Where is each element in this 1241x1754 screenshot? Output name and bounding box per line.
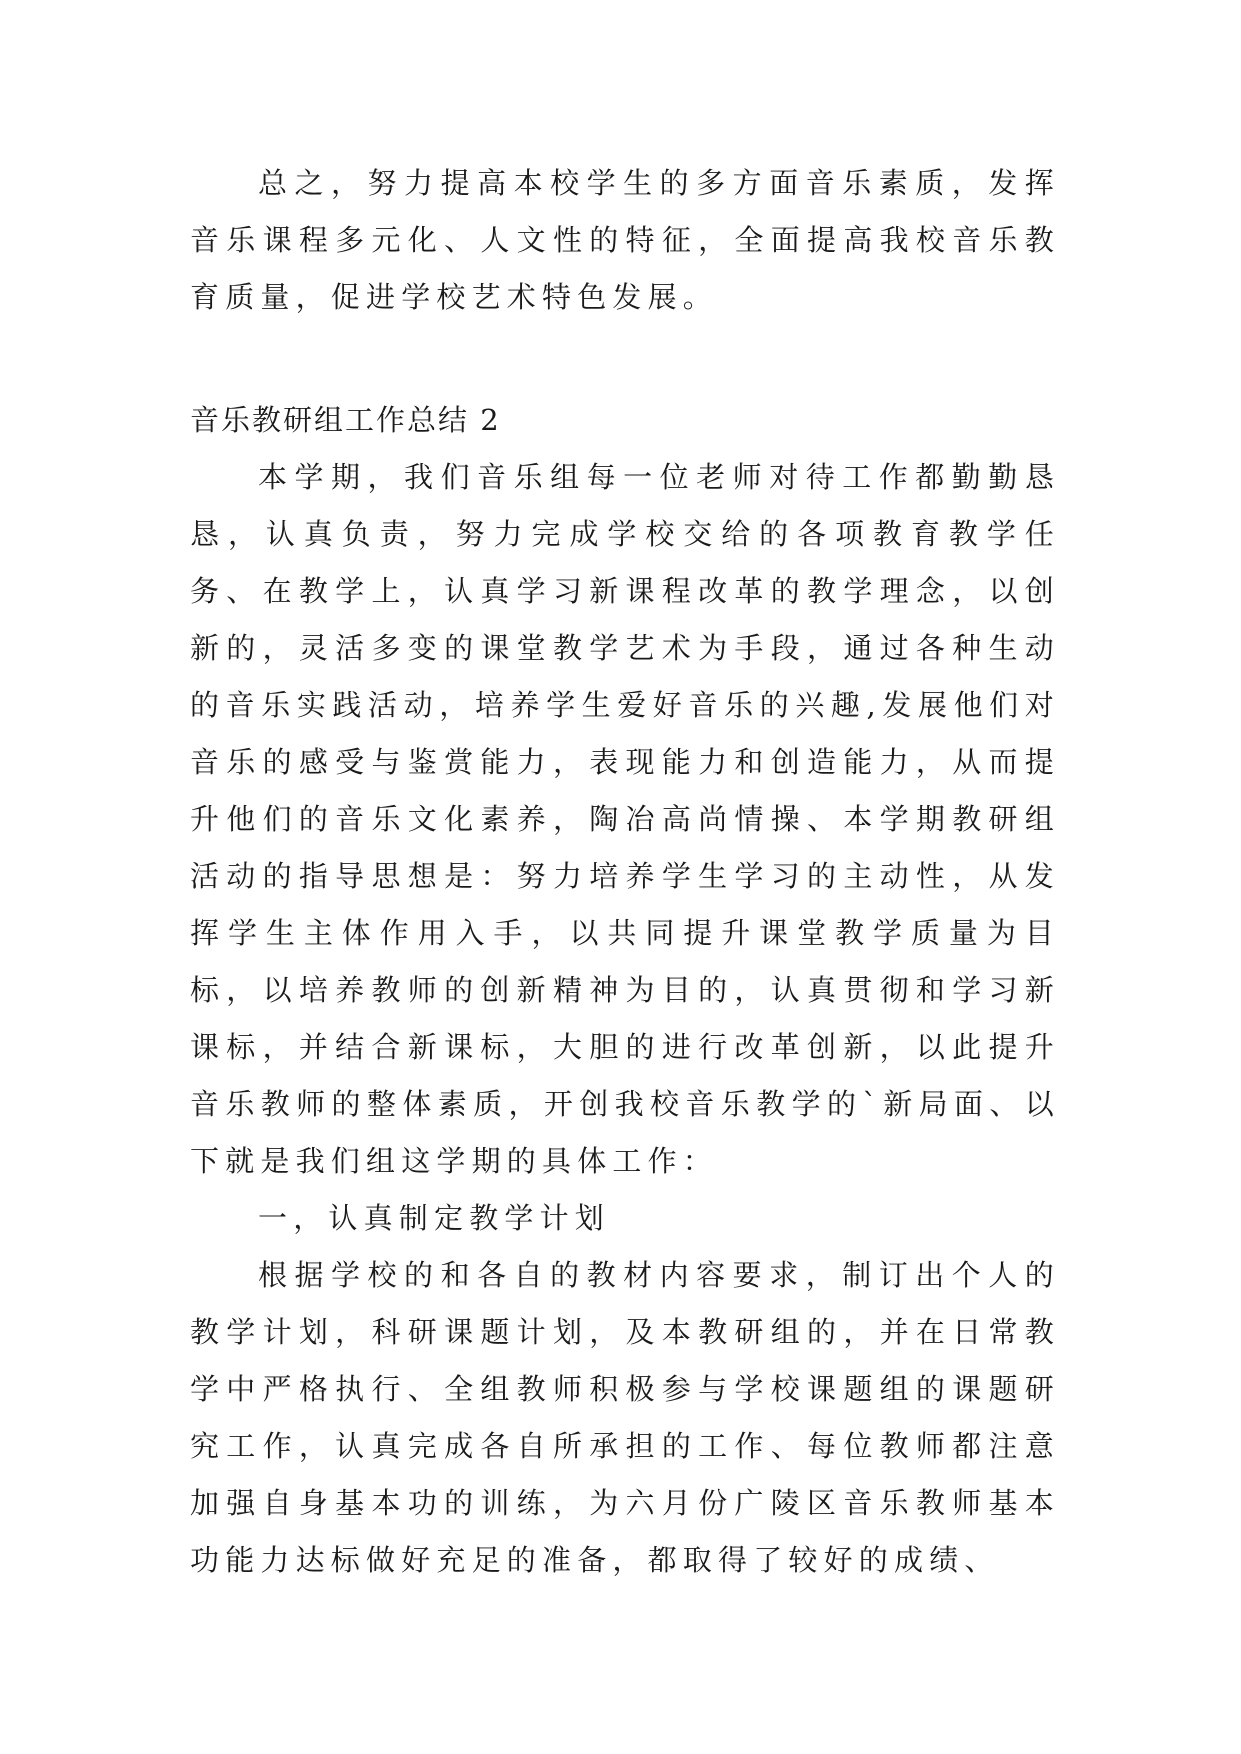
- paragraph-spacer: [190, 326, 1060, 392]
- conclusion-paragraph: 总之，努力提高本校学生的多方面音乐素质，发挥音乐课程多元化、人文性的特征，全面提高我校音乐教育质量，促进学校艺术特色发展。: [190, 166, 1060, 314]
- intro-paragraph: 本学期，我们音乐组每一位老师对待工作都勤勤恳恳，认真负责，努力完成学校交给的各项教育教学任务、在教学上，认真学习新课程改革的教学理念，以创新的，灵活多变的课堂教学艺术为手段，通过各种生动的音乐实践活动，培养学生爱好音乐的兴趣,发展他们对音乐的感受与鉴赏能力，表现能力和创造能力，从而提升他们的音乐文化素养，陶冶高尚情操、本学期教研组活动的指导思想是：努力培养学生学习的主动性，从发挥学生主体作用入手，以共同提升课堂教学质量为目标，以培养教师的创新精神为目的，认真贯彻和学习新课标，并结合新课标，大胆的进行改革创新，以此提升音乐教师的整体素质，开创我校音乐教学的`新局面、以下就是我们组这学期的具体工作：: [190, 460, 1060, 1178]
- subheading-plan: 一，认真制定教学计划: [258, 1201, 611, 1235]
- document-body: [190, 155, 1060, 1589]
- plan-paragraph: 根据学校的和各自的教材内容要求，制订出个人的教学计划，科研课题计划，及本教研组的，并在日常教学中严格执行、全组教师积极参与学校课题组的课题研究工作，认真完成各自所承担的工作、每位教师都注意加强自身基本功的训练，为六月份广陵区音乐教师基本功能力达标做好充足的准备，都取得了较好的成绩、: [190, 1258, 1060, 1577]
- section-title: 音乐教研组工作总结 2: [190, 403, 501, 437]
